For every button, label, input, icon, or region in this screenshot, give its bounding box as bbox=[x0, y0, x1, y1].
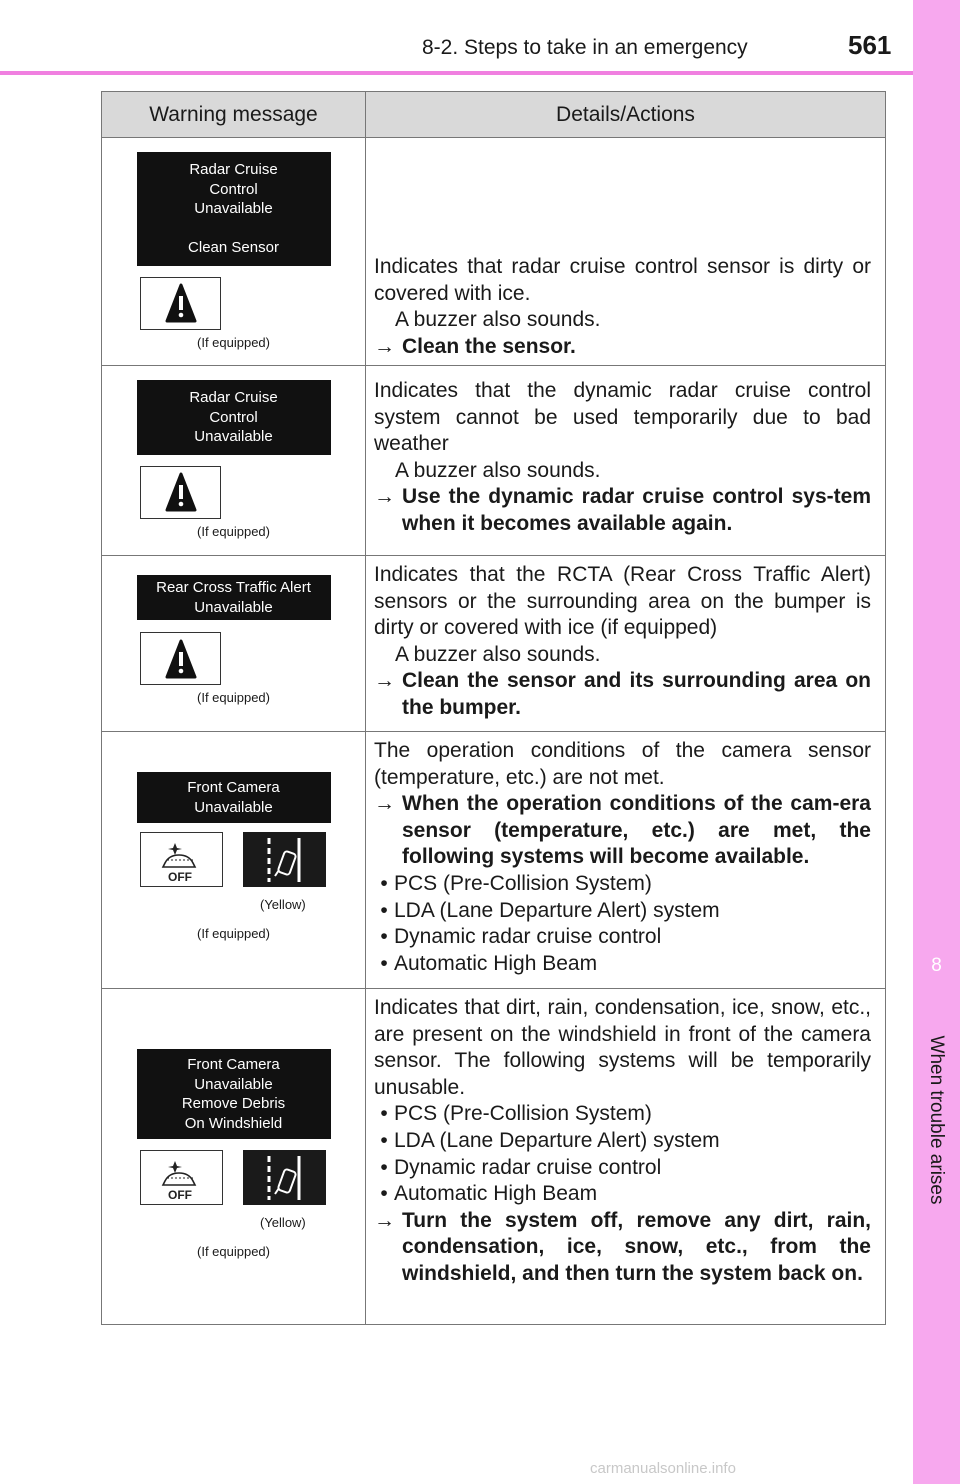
warning-indicator bbox=[140, 632, 221, 685]
description: The operation conditions of the camera sensor (temperature, etc.) are not met. bbox=[374, 739, 871, 789]
pcs-off-icon bbox=[140, 1150, 223, 1205]
yellow-note: (Yellow) bbox=[260, 897, 306, 912]
details-cell bbox=[366, 556, 886, 732]
if-equipped-note: (If equipped) bbox=[197, 523, 270, 539]
list-item: • Dynamic radar cruise control bbox=[374, 1155, 871, 1182]
list-item: • PCS (Pre-Collision System) bbox=[374, 871, 871, 898]
action-item: → Use the dynamic radar cruise control sys-tem when it becomes available again. bbox=[374, 484, 871, 537]
list-item: • Dynamic radar cruise control bbox=[374, 924, 871, 951]
message-line: Remove Debris bbox=[181, 1095, 286, 1112]
list-item-text: Automatic High Beam bbox=[394, 1182, 598, 1206]
column-header-details: Details/Actions bbox=[366, 92, 886, 138]
svg-text:OFF: OFF bbox=[168, 870, 192, 884]
warning-cell bbox=[102, 732, 366, 989]
warning-triangle-icon bbox=[165, 472, 197, 512]
action-item: → When the operation conditions of the cam-era sensor (temperature, etc.) are met, the following systems will become available. bbox=[374, 791, 871, 871]
message-line: Control bbox=[209, 180, 258, 198]
message-line: Unavailable bbox=[194, 798, 273, 816]
list-item-text: LDA (Lane Departure Alert) system bbox=[394, 1128, 720, 1152]
list-item: • PCS (Pre-Collision System) bbox=[374, 1101, 871, 1128]
message-line: Clean Sensor bbox=[188, 239, 279, 256]
warning-indicator bbox=[140, 277, 221, 330]
warning-cell bbox=[102, 556, 366, 732]
message-line: Front Camera bbox=[187, 779, 280, 796]
details-cell bbox=[366, 138, 886, 366]
buzzer-note: A buzzer also sounds. bbox=[395, 642, 601, 666]
table-row bbox=[102, 989, 886, 1325]
list-item: • LDA (Lane Departure Alert) system bbox=[374, 1128, 871, 1155]
message-line: Unavailable bbox=[194, 598, 273, 616]
action-text: Turn the system off, remove any dirt, rain, condensation, ice, snow, etc., from the windshield, and then turn the system back on. bbox=[402, 1208, 871, 1285]
pcs-off-icon bbox=[140, 832, 223, 887]
list-item-text: PCS (Pre-Collision System) bbox=[394, 871, 652, 895]
warning-cell bbox=[102, 989, 366, 1325]
display-message bbox=[137, 152, 331, 266]
action-item: → Clean the sensor. bbox=[374, 334, 871, 361]
if-equipped-note: (If equipped) bbox=[197, 334, 270, 350]
action-item: → Turn the system off, remove any dirt, rain, condensation, ice, snow, etc., from the windshield, and then turn the system back on. bbox=[374, 1208, 871, 1288]
if-equipped-note: (If equipped) bbox=[197, 1244, 270, 1259]
message-line: Unavailable bbox=[194, 200, 273, 217]
message-line: Unavailable bbox=[194, 428, 273, 445]
indicator-icons bbox=[140, 832, 365, 887]
action-text: Clean the sensor and its surrounding area on the bumper. bbox=[402, 669, 871, 719]
buzzer-note: A buzzer also sounds. bbox=[395, 458, 601, 482]
chapter-side-tab bbox=[913, 0, 960, 1484]
message-line: Control bbox=[209, 408, 258, 426]
list-item: • Automatic High Beam bbox=[374, 951, 871, 978]
message-line: Rear Cross Traffic Alert bbox=[156, 579, 311, 596]
display-message bbox=[137, 772, 331, 823]
section-title: 8-2. Steps to take in an emergency bbox=[422, 36, 748, 59]
list-item-text: LDA (Lane Departure Alert) system bbox=[394, 898, 720, 922]
message-line bbox=[137, 219, 331, 239]
pcs-off-glyph bbox=[141, 833, 222, 886]
buzzer-note: A buzzer also sounds. bbox=[395, 308, 601, 332]
lda-lane-departure-icon bbox=[243, 1150, 326, 1205]
yellow-note: (Yellow) bbox=[260, 1215, 306, 1230]
description: Indicates that dirt, rain, condensation, ice, snow, etc., are present on the windshield in front of the camera sensor. The following systems will be temporarily unusable. bbox=[374, 996, 871, 1099]
warning-message-table bbox=[101, 91, 886, 1325]
list-item: • Automatic High Beam bbox=[374, 1181, 871, 1208]
column-header-warning: Warning message bbox=[102, 92, 366, 138]
chapter-number: 8 bbox=[931, 955, 942, 976]
message-line: Front Camera bbox=[187, 1056, 280, 1073]
list-item-text: Dynamic radar cruise control bbox=[394, 925, 662, 949]
table-row bbox=[102, 556, 886, 732]
watermark: carmanualsonline.info bbox=[590, 1460, 736, 1477]
if-equipped-note: (If equipped) bbox=[197, 926, 270, 941]
message-line: Radar Cruise bbox=[189, 389, 278, 406]
action-text: When the operation conditions of the cam-era sensor (temperature, etc.) are met, the following systems will become available. bbox=[402, 792, 871, 869]
action-text: Clean the sensor. bbox=[402, 334, 576, 358]
header-divider bbox=[0, 71, 913, 75]
lda-glyph bbox=[243, 832, 326, 887]
message-line: Radar Cruise bbox=[189, 161, 278, 178]
table-row bbox=[102, 732, 886, 989]
details-cell bbox=[366, 366, 886, 556]
message-line: Unavailable bbox=[194, 1075, 273, 1093]
table-row bbox=[102, 366, 886, 556]
details-cell bbox=[366, 989, 886, 1325]
message-line: On Windshield bbox=[184, 1114, 283, 1132]
action-text: Use the dynamic radar cruise control sys-tem when it becomes available again. bbox=[402, 485, 871, 535]
pcs-off-glyph bbox=[141, 1151, 222, 1204]
list-item-text: Automatic High Beam bbox=[394, 951, 598, 975]
display-message bbox=[137, 1049, 331, 1139]
display-message bbox=[137, 380, 331, 455]
table-header-row bbox=[102, 92, 886, 138]
if-equipped-note: (If equipped) bbox=[197, 690, 270, 705]
display-message bbox=[137, 575, 331, 620]
details-cell bbox=[366, 732, 886, 989]
warning-triangle-icon bbox=[165, 639, 197, 679]
description: Indicates that radar cruise control sensor is dirty or covered with ice. bbox=[374, 255, 871, 305]
svg-text:OFF: OFF bbox=[168, 1188, 192, 1202]
warning-cell bbox=[102, 138, 366, 366]
warning-triangle-icon bbox=[165, 283, 197, 323]
page-number: 561 bbox=[848, 30, 892, 60]
description: Indicates that the RCTA (Rear Cross Traffic Alert) sensors or the surrounding area on the bumper is dirty or covered with ice (if equipped) bbox=[374, 563, 871, 640]
indicator-icons bbox=[140, 1150, 365, 1205]
chapter-label: When trouble arises bbox=[926, 1035, 947, 1205]
warning-indicator bbox=[140, 466, 221, 519]
lda-lane-departure-icon bbox=[243, 832, 326, 887]
table-row bbox=[102, 138, 886, 366]
action-item: → Clean the sensor and its surrounding area on the bumper. bbox=[374, 668, 871, 721]
lda-glyph bbox=[243, 1150, 326, 1205]
warning-cell bbox=[102, 366, 366, 556]
description: Indicates that the dynamic radar cruise control system cannot be used temporarily due to bad weather bbox=[374, 379, 871, 456]
list-item-text: PCS (Pre-Collision System) bbox=[394, 1102, 652, 1126]
list-item-text: Dynamic radar cruise control bbox=[394, 1155, 662, 1179]
list-item: • LDA (Lane Departure Alert) system bbox=[374, 898, 871, 925]
